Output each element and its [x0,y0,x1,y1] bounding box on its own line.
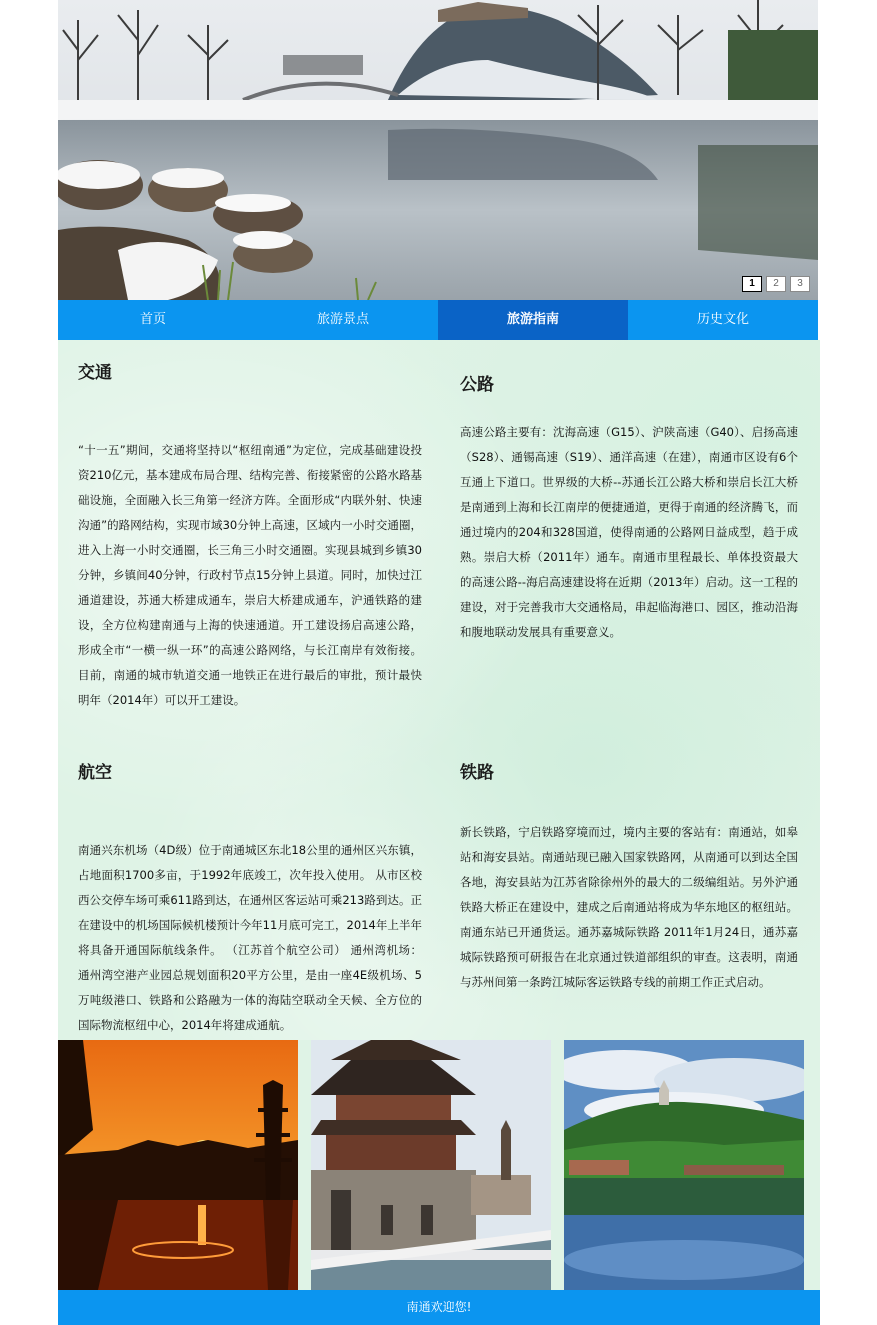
banner-slideshow[interactable] [58,0,818,300]
section-aviation [78,758,422,1032]
section-railway-title: 铁路 [460,763,494,783]
section-aviation-title: 航空 [78,763,112,783]
section-traffic [78,358,422,707]
footer [58,1290,820,1325]
nav-item-home[interactable]: 首页 [139,312,166,327]
main-nav [58,300,818,340]
content-area [58,340,820,1040]
gallery-photo-lake-hill-pagoda [564,1040,804,1290]
section-highway-body: 高速公路主要有：沈海高速（G15）、沪陕高速（G40）、启扬高速（S28）、通锡高速（S19）、通洋高速（在建），南通市区设有6个互通上下道口。世界级的大桥--苏通长江公路大桥和崇启长江大桥是南通到上海和长江南岸的便捷通道，更得于南通的经济腾飞，而通过境内的204和328国道，使得南通的公路网日益成型，趋于成熟。崇启大桥（2011年）通车。南通市里程最长、单体投资最大的高速公路--海启高速建设将在近期（2013年）启动。这一工程的建设，对于完善我市大交通格局，串起临海港口、园区，推动沿海和腹地联动发展具有重要意义。 [460,425,798,639]
gallery-photo-city-gate-tower [311,1040,551,1290]
section-traffic-title: 交通 [78,363,112,383]
footer-text: 南通欢迎您! [406,1300,472,1314]
banner-pager [742,276,810,292]
section-railway [460,758,798,989]
nav-item-attractions[interactable]: 旅游景点 [316,312,369,327]
nav-item-travel-guide[interactable]: 旅游指南 [438,300,628,340]
banner-page-2-button[interactable]: 2 [766,276,786,292]
section-aviation-body: 南通兴东机场（4D级）位于南通城区东北18公里的通州区兴东镇，占地面积1700多亩，于1992年底竣工，次年投入使用。 从市区校西公交停车场可乘611路到达，在通州区客运站可乘213路到达。正在建设中的机场国际候机楼预计今年11月底可完工，2014年上半年将具备开通国际航线条件。 （江苏首个航空公司） 通州湾机场： 通州湾空港产业园总规划面积20平方公里，是由一座4E级机场、5万吨级港口、铁路和公路融为一体的海陆空联动全天候、全方位的国际物流枢纽中心，2014年将建成通航。 [78,843,422,1032]
section-railway-body: 新长铁路，宁启铁路穿境而过，境内主要的客站有：南通站，如皋站和海安县站。南通站现已融入国家铁路网，从南通可以到达全国各地，海安县站为江苏省除徐州外的最大的二级编组站。另外沪通铁路大桥正在建设中，建成之后南通站将成为华东地区的枢纽站。南通东站已开通货运。通苏嘉城际铁路 2011年1月24日，通苏嘉城际铁路预可研报告在北京通过铁道部组织的审查。这表明，南通与苏州间第一条跨江城际客运铁路专线的前期工作正式启动。 [460,825,798,989]
section-highway [460,370,798,639]
banner-page-3-button[interactable]: 3 [790,276,810,292]
section-highway-title: 公路 [460,375,494,395]
banner-page-1-button[interactable]: 1 [742,276,762,292]
banner-image-snowy-lake [58,0,818,300]
section-traffic-body: “十一五”期间，交通将坚持以“枢纽南通”为定位，完成基础建设投资210亿元，基本建成布局合理、结构完善、衔接紧密的公路水路基础设施，全面融入长三角第一经济方阵。全面形成“内联外射、快速沟通”的路网结构，实现市域30分钟上高速，区域内一小时交通圈，进入上海一小时交通圈，长三角三小时交通圈。实现县城到乡镇30分钟，乡镇间40分钟，行政村节点15分钟上县道。同时，加快过江通道建设，苏通大桥建成通车，崇启大桥建成通车，沪通铁路的建设，全方位构建南通与上海的快速通道。开工建设扬启高速公路，形成全市“一横一纵一环”的高速公路网络，与长江南岸有效衔接。目前，南通的城市轨道交通一地铁正在进行最后的审批，预计最快明年（2014年）可以开工建设。 [78,443,422,707]
gallery-photo-sunset-pagoda [58,1040,298,1290]
photo-gallery [58,1040,820,1290]
page-wrapper [58,0,820,1325]
nav-item-history-culture[interactable]: 历史文化 [696,312,749,327]
